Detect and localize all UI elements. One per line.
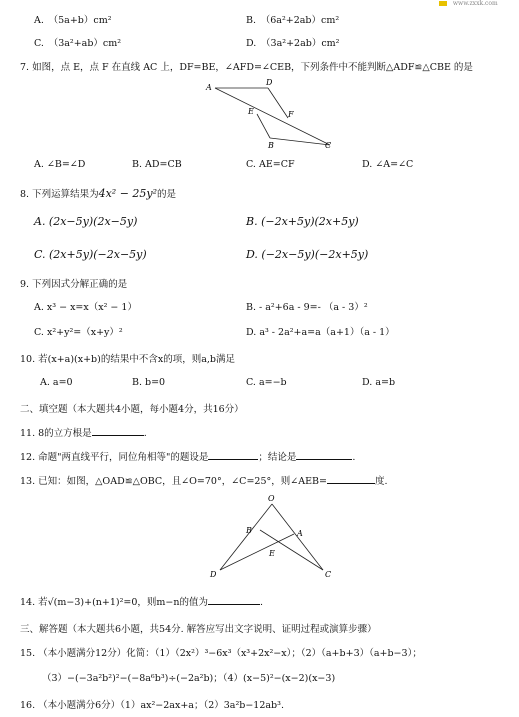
q6-option-c: C. （3a²+ab）cm²: [34, 38, 122, 49]
label-a: A: [206, 83, 212, 92]
q6-option-d: D. （3a²+2ab）cm²: [246, 38, 340, 49]
q7-option-b: B. AD=CB: [132, 159, 182, 170]
q7-option-c: C. AE=CF: [246, 159, 295, 170]
q9-stem: 9. 下列因式分解正确的是: [20, 279, 128, 290]
q8-option-c: C. (2x+5y)(−2x−5y): [34, 248, 147, 261]
label-f: F: [288, 110, 294, 119]
logo-icon: [439, 1, 447, 6]
header-watermark: www.zxxk.com: [439, 0, 519, 8]
q8-expression: 4x² − 25y²: [98, 187, 158, 200]
q6-option-a: A. （5a+b）cm²: [34, 15, 112, 26]
label-d: D: [210, 570, 217, 579]
q11-answer-blank[interactable]: [92, 426, 144, 436]
q8-option-d: D. (−2x−5y)(−2x+5y): [246, 248, 369, 261]
q7-stem: 7. 如图，点 E，点 F 在直线 AC 上，DF=BE，∠AFD=∠CEB，下列条件中不能判断△ADF≌△CBE 的是: [20, 62, 473, 73]
q12-hypothesis-blank[interactable]: [208, 450, 258, 460]
q8-option-a: A. (2x−5y)(2x−5y): [34, 215, 138, 228]
q7-option-a: A. ∠B=∠D: [34, 159, 86, 170]
q9-option-c: C. x²+y²=（x+y）²: [34, 327, 123, 338]
q8-stem: 8. 下列运算结果为4x² − 25y²的是: [20, 187, 177, 200]
q16: 16. （本小题满分6分）（1）ax²−2ax+a；（2）3a²b−12ab³.: [20, 700, 284, 711]
q13-figure: [205, 492, 340, 584]
line-bc: [270, 138, 330, 145]
label-d: D: [266, 78, 273, 87]
q13-answer-blank[interactable]: [327, 474, 375, 484]
q9-option-a: A. x³ − x=x（x² − 1）: [34, 302, 137, 313]
label-o: O: [268, 494, 275, 503]
label-a: A: [297, 529, 303, 538]
q10-option-d: D. a=b: [362, 377, 396, 388]
q10-option-a: A. a=0: [40, 377, 73, 388]
line-od: [220, 504, 272, 570]
section-2-heading: 二、填空题（本大题共4小题，每小题4分，共16分）: [20, 404, 244, 415]
q15-line-2: （3）−(−3a²b²)²−(−8a⁶b³)÷(−2a²b)；（4）(x−5)²−(x−2)(x−3): [42, 673, 336, 684]
line-ac: [215, 88, 330, 145]
q9-option-d: D. a³ - 2a²+a=a（a+1）（a - 1）: [246, 327, 395, 338]
q12: 12. 命题"两直线平行，同位角相等"的题设是 ；结论是 .: [20, 452, 356, 463]
label-b: B: [268, 141, 274, 150]
label-e: E: [269, 549, 275, 558]
line-ad: [220, 534, 294, 570]
line-eb: [257, 114, 270, 138]
q10-option-c: C. a=−b: [246, 377, 287, 388]
label-e: E: [248, 107, 254, 116]
q7-figure: [200, 78, 340, 150]
q7-option-d: D. ∠A=∠C: [362, 159, 414, 170]
q13: 13. 已知：如图，△OAD≌△OBC，且∠O=70°，∠C=25°，则∠AEB= 度.: [20, 476, 388, 487]
q10-stem: 10. 若(x+a)(x+b)的结果中不含x的项，则a,b满足: [20, 354, 235, 365]
q6-option-b: B. （6a²+2ab）cm²: [246, 15, 340, 26]
q10-option-b: B. b=0: [132, 377, 166, 388]
line-df: [268, 88, 288, 118]
q14-answer-blank[interactable]: [208, 595, 260, 605]
q14: 14. 若√(m−3)+(n+1)²=0，则m−n的值为 .: [20, 597, 264, 608]
q15-line-1: 15. （本小题满分12分）化简：（1）（2x²）³−6x³（x³+2x²−x）；（2）（a+b+3）（a+b−3）；: [20, 648, 422, 659]
label-c: C: [325, 141, 332, 150]
section-3-heading: 三、解答题（本大题共6小题，共54分. 解答应写出文字说明、证明过程或演算步骤）: [20, 624, 377, 635]
q11: 11. 8的立方根是 .: [20, 428, 147, 439]
q8-option-b: B. (−2x+5y)(2x+5y): [246, 215, 359, 228]
label-b: B: [246, 526, 252, 535]
q12-conclusion-blank[interactable]: [296, 450, 352, 460]
label-c: C: [325, 570, 332, 579]
q9-option-b: B. - a²+6a - 9=- （a - 3）²: [246, 302, 368, 313]
